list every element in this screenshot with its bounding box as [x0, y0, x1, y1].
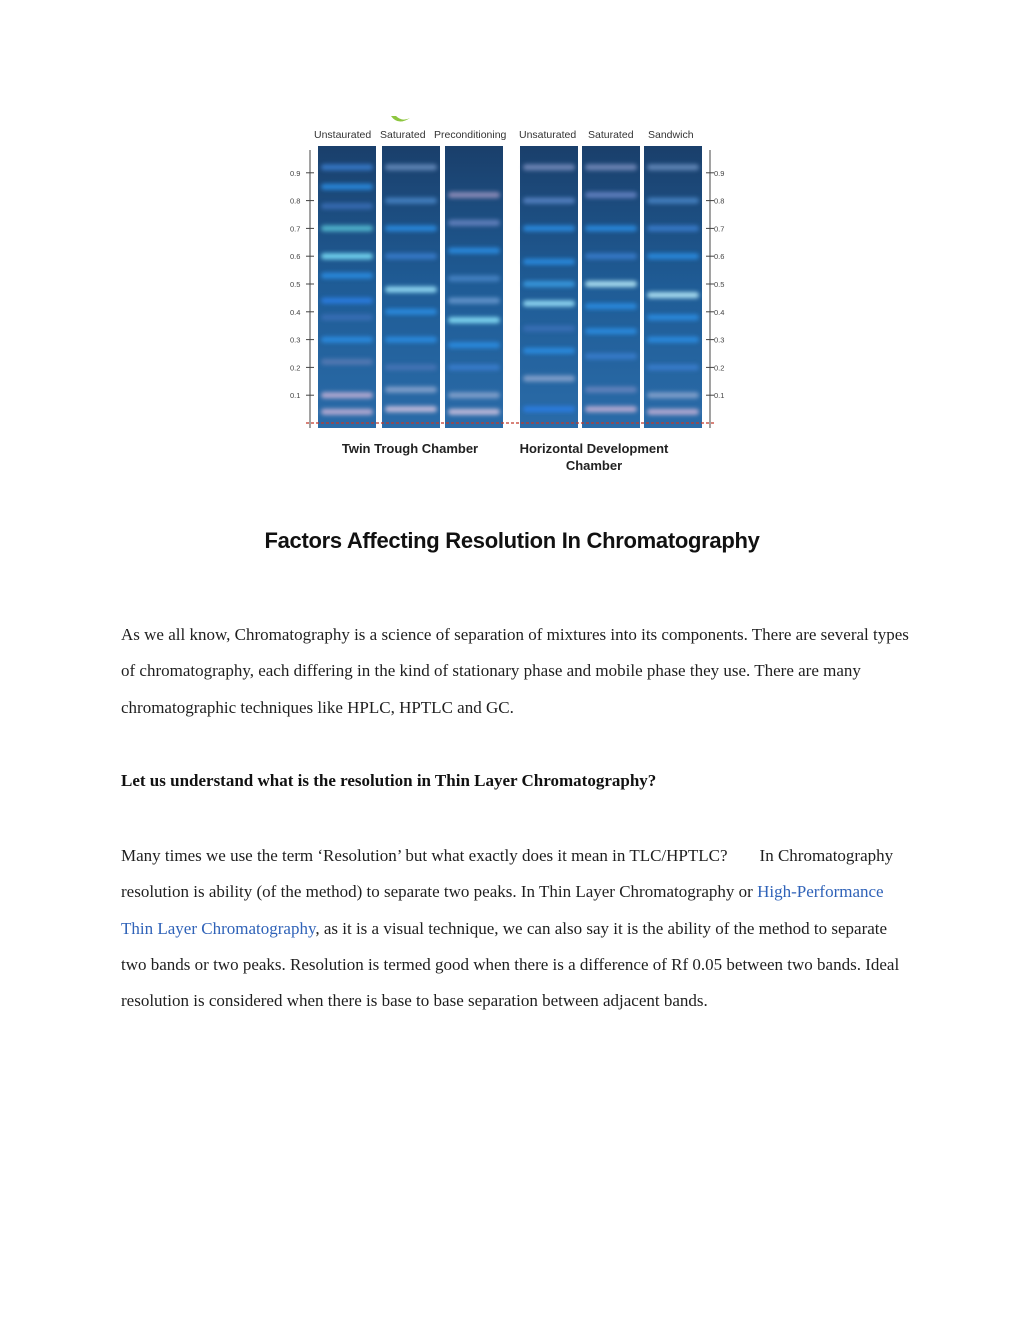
tlc-band [321, 164, 373, 170]
tlc-band [448, 275, 500, 281]
tlc-band [585, 303, 637, 309]
tlc-band [321, 359, 373, 365]
tlc-plates-figure [288, 110, 728, 480]
tlc-band [385, 337, 437, 343]
tlc-band [385, 198, 437, 204]
rf-tick-left: 0.1 [290, 391, 301, 401]
intro-paragraph-text: As we all know, Chromatography is a science of separation of mixtures into its components. There are several types of chromatography, each differing in the kind of stationary phase and mobile phase they use. There are many chromatographic techniques like HPLC, HPTLC and GC. [121, 625, 909, 717]
tlc-band [647, 337, 699, 343]
tlc-band [585, 406, 637, 412]
rf-tick-left: 0.2 [290, 363, 301, 373]
tlc-band [523, 325, 575, 331]
tlc-band [647, 253, 699, 259]
tlc-band [585, 253, 637, 259]
tlc-band [385, 387, 437, 393]
group-label-twin-trough: Twin Trough Chamber [341, 441, 479, 456]
rf-tick-left: 0.8 [290, 196, 301, 206]
tlc-plate-3 [445, 146, 503, 428]
tlc-band [385, 364, 437, 370]
tlc-band [321, 225, 373, 231]
tlc-band [647, 225, 699, 231]
tlc-band [321, 409, 373, 415]
tlc-band [385, 287, 437, 293]
section-subheading: Let us understand what is the resolution in Thin Layer Chromatography? [121, 771, 657, 790]
tlc-band [448, 317, 500, 323]
tlc-band [385, 225, 437, 231]
tlc-band [585, 281, 637, 287]
tlc-band [321, 314, 373, 320]
rf-tick-right: 0.9 [714, 168, 725, 178]
rf-tick-right: 0.2 [714, 363, 725, 373]
column-label-1: Unstaurated [314, 129, 372, 141]
tlc-band [448, 192, 500, 198]
tlc-band [385, 309, 437, 315]
tlc-band [647, 392, 699, 398]
tlc-band [647, 409, 699, 415]
tlc-band [647, 364, 699, 370]
tlc-plate-6 [644, 146, 702, 428]
tlc-band [523, 198, 575, 204]
tlc-band [448, 409, 500, 415]
rf-tick-left: 0.6 [290, 252, 301, 262]
column-label-2: Saturated [380, 129, 426, 141]
rf-tick-right: 0.1 [714, 391, 725, 401]
tlc-band [585, 192, 637, 198]
tlc-band [448, 220, 500, 226]
tlc-band [523, 281, 575, 287]
tlc-band [448, 364, 500, 370]
hptlc-link[interactable]: High-Performance Thin Layer Chromatography [121, 882, 884, 938]
resolution-paragraph [121, 838, 911, 1019]
logo-swoosh-icon [391, 116, 410, 122]
rf-tick-right: 0.5 [714, 280, 725, 289]
tlc-band [321, 184, 373, 190]
rf-tick-right: 0.7 [714, 224, 725, 234]
column-label-4: Unsaturated [519, 129, 577, 141]
intro-paragraph [121, 617, 911, 726]
tlc-band [321, 273, 373, 279]
tlc-band [585, 353, 637, 359]
resolution-text-part1: Many times we use the term ‘Resolution’ but what exactly does it mean in TLC/HPTLC? [121, 846, 728, 865]
rf-axis-right [706, 169, 724, 400]
rf-tick-right: 0.6 [714, 252, 725, 262]
tlc-band [385, 406, 437, 412]
tlc-band [647, 314, 699, 320]
column-label-6: Sandwich [648, 129, 694, 141]
tlc-band [448, 392, 500, 398]
rf-tick-left: 0.3 [290, 335, 301, 345]
tlc-band [385, 164, 437, 170]
tlc-band [523, 259, 575, 265]
tlc-band [647, 198, 699, 204]
resolution-text-part2: In Chromatography resolution is ability (of the method) to separate two peaks. In Thin Layer Chromatography or [121, 846, 894, 902]
tlc-band [448, 342, 500, 348]
tlc-band [385, 253, 437, 259]
tlc-band [321, 253, 373, 259]
column-label-3: Preconditioning [434, 129, 507, 141]
tlc-plates-image [288, 110, 728, 480]
tlc-band [523, 164, 575, 170]
rf-tick-left: 0.9 [290, 168, 301, 178]
rf-tick-right: 0.3 [714, 335, 725, 345]
resolution-text-part3: , as it is a visual technique, we can also say it is the ability of the method to separate two bands or two peaks. Resolution is termed good when there is a difference of Rf 0.05 between two bands. Ideal resolution is considered when there is base to base separation between adjacent bands. [121, 918, 900, 1011]
page-heading: Factors Affecting Resolution In Chromatography [264, 528, 760, 553]
tlc-band [321, 392, 373, 398]
tlc-band [523, 376, 575, 382]
column-label-5: Saturated [588, 129, 634, 141]
rf-tick-right: 0.4 [714, 307, 725, 317]
rf-tick-left: 0.7 [290, 224, 301, 234]
tlc-band [321, 337, 373, 343]
tlc-band [523, 348, 575, 354]
group-label-horizontal-line2: Chamber [565, 458, 623, 473]
tlc-band [448, 248, 500, 254]
rf-tick-left: 0.4 [290, 307, 301, 317]
rf-tick-left: 0.5 [290, 280, 301, 289]
tlc-band [647, 292, 699, 298]
rf-tick-right: 0.8 [714, 196, 725, 206]
tlc-band [523, 406, 575, 412]
tlc-band [585, 387, 637, 393]
tlc-band [448, 298, 500, 304]
tlc-band [647, 164, 699, 170]
tlc-band [585, 164, 637, 170]
tlc-band [523, 300, 575, 306]
tlc-band [321, 298, 373, 304]
tlc-band [585, 328, 637, 334]
group-label-horizontal-line1: Horizontal Development [519, 441, 669, 456]
tlc-band [523, 225, 575, 231]
tlc-band [321, 203, 373, 209]
tlc-band [585, 225, 637, 231]
